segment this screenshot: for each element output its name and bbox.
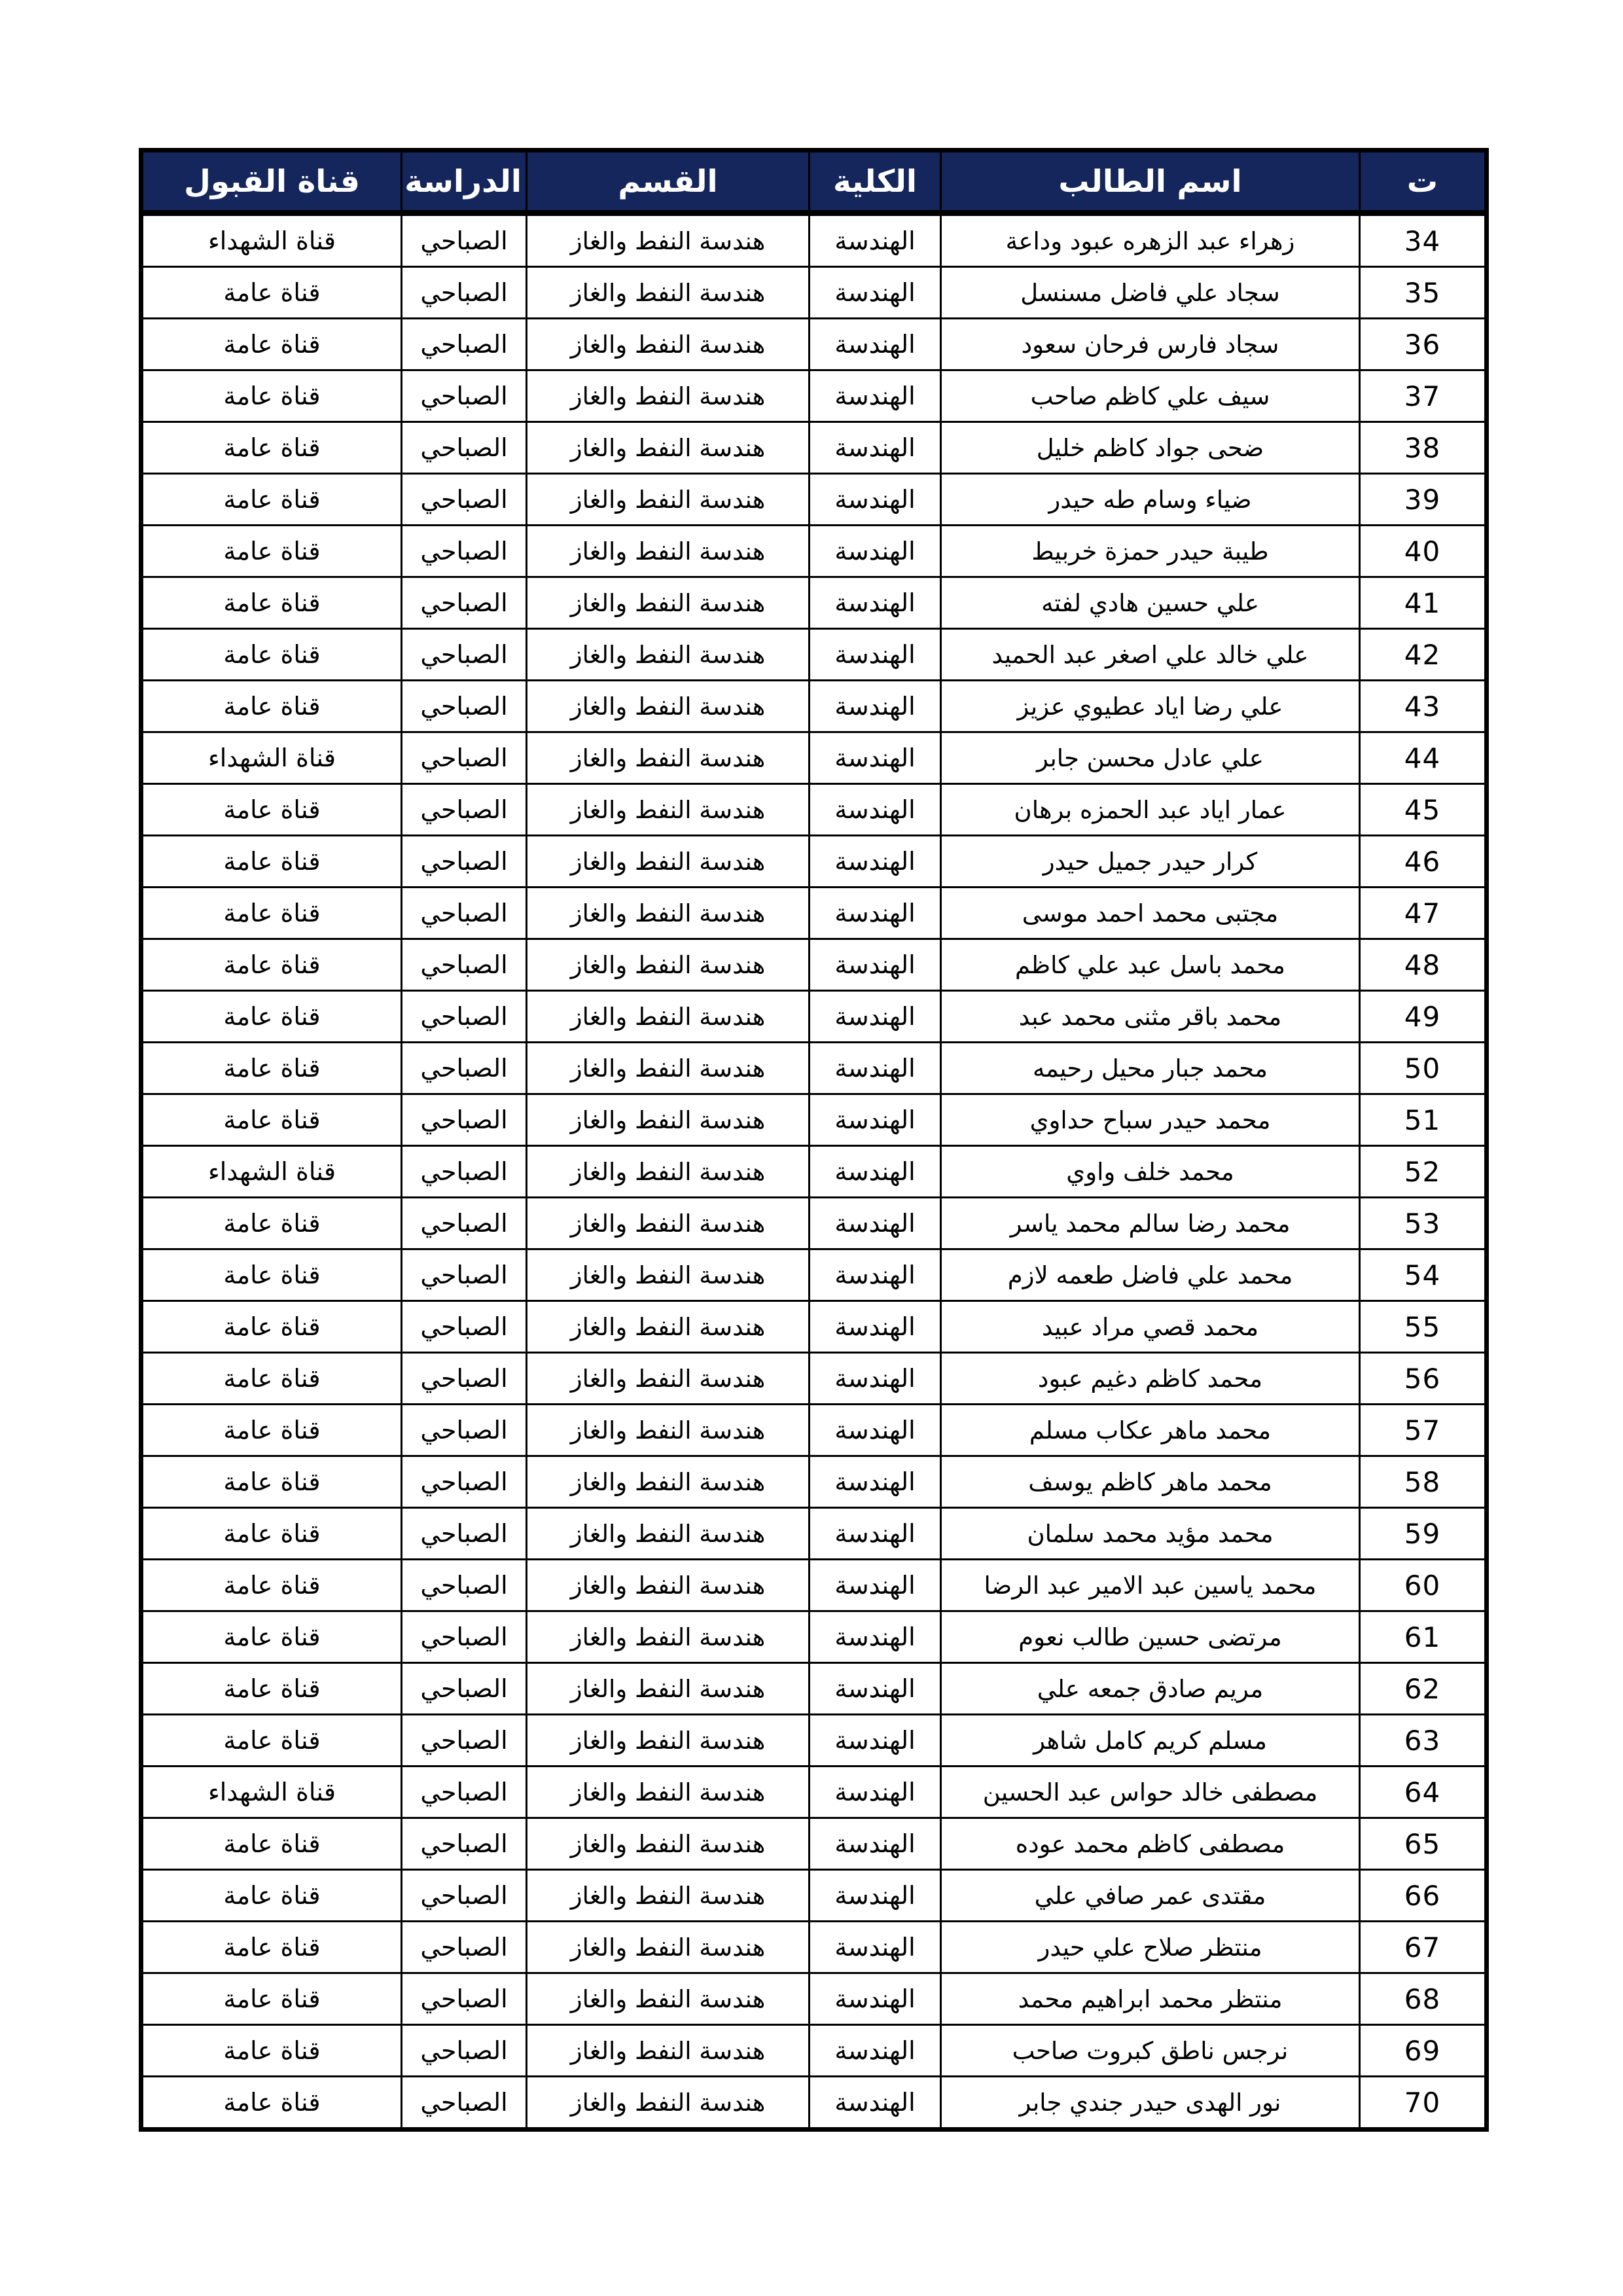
cell-no: 52 (1360, 1146, 1487, 1198)
cell-no: 37 (1360, 370, 1487, 422)
cell-no: 66 (1360, 1870, 1487, 1922)
table-row (141, 888, 1487, 939)
table-row (141, 1715, 1487, 1767)
cell-study: الصباحي (402, 526, 527, 577)
table-row (141, 939, 1487, 991)
table-row (141, 1508, 1487, 1560)
table-row (141, 1198, 1487, 1249)
cell-study: الصباحي (402, 1663, 527, 1715)
cell-name: محمد مؤيد محمد سلمان (941, 1508, 1360, 1560)
cell-study: الصباحي (402, 1405, 527, 1456)
cell-study: الصباحي (402, 1767, 527, 1818)
cell-name: طيبة حيدر حمزة خربيط (941, 526, 1360, 577)
cell-study: الصباحي (402, 1560, 527, 1611)
cell-no: 35 (1360, 267, 1487, 319)
cell-study: الصباحي (402, 629, 527, 681)
cell-dept: هندسة النفط والغاز (527, 1301, 810, 1353)
cell-college: الهندسة (810, 1301, 941, 1353)
cell-college: الهندسة (810, 1611, 941, 1663)
table-row (141, 784, 1487, 836)
cell-college: الهندسة (810, 888, 941, 939)
cell-college: الهندسة (810, 732, 941, 784)
cell-dept: هندسة النفط والغاز (527, 732, 810, 784)
cell-no: 45 (1360, 784, 1487, 836)
cell-dept: هندسة النفط والغاز (527, 1043, 810, 1094)
cell-study: الصباحي (402, 2025, 527, 2077)
header-cell-study: الدراسة (402, 151, 527, 213)
cell-study: الصباحي (402, 1973, 527, 2025)
cell-channel: قناة عامة (141, 836, 402, 888)
cell-name: نرجس ناطق كبروت صاحب (941, 2025, 1360, 2077)
cell-channel: قناة عامة (141, 629, 402, 681)
cell-study: الصباحي (402, 991, 527, 1043)
table-row (141, 1922, 1487, 1973)
cell-study: الصباحي (402, 422, 527, 474)
cell-name: مقتدى عمر صافي علي (941, 1870, 1360, 1922)
cell-dept: هندسة النفط والغاز (527, 319, 810, 370)
cell-channel: قناة عامة (141, 1301, 402, 1353)
header-row (141, 151, 1487, 213)
cell-name: مرتضى حسين طالب نعوم (941, 1611, 1360, 1663)
cell-no: 61 (1360, 1611, 1487, 1663)
cell-college: الهندسة (810, 577, 941, 629)
cell-college: الهندسة (810, 422, 941, 474)
cell-name: ضياء وسام طه حيدر (941, 474, 1360, 526)
cell-no: 42 (1360, 629, 1487, 681)
cell-dept: هندسة النفط والغاز (527, 474, 810, 526)
cell-channel: قناة عامة (141, 474, 402, 526)
cell-college: الهندسة (810, 1818, 941, 1870)
cell-channel: قناة عامة (141, 888, 402, 939)
cell-college: الهندسة (810, 370, 941, 422)
cell-no: 64 (1360, 1767, 1487, 1818)
cell-college: الهندسة (810, 1508, 941, 1560)
cell-channel: قناة عامة (141, 1715, 402, 1767)
cell-no: 63 (1360, 1715, 1487, 1767)
cell-college: الهندسة (810, 1560, 941, 1611)
cell-channel: قناة عامة (141, 939, 402, 991)
cell-college: الهندسة (810, 2077, 941, 2130)
cell-name: محمد رضا سالم محمد ياسر (941, 1198, 1360, 1249)
table-row (141, 681, 1487, 732)
table-row (141, 1301, 1487, 1353)
cell-dept: هندسة النفط والغاز (527, 888, 810, 939)
cell-college: الهندسة (810, 1456, 941, 1508)
cell-channel: قناة عامة (141, 1508, 402, 1560)
cell-channel: قناة عامة (141, 1198, 402, 1249)
cell-name: سجاد فارس فرحان سعود (941, 319, 1360, 370)
table-row (141, 577, 1487, 629)
cell-study: الصباحي (402, 1922, 527, 1973)
cell-no: 53 (1360, 1198, 1487, 1249)
cell-no: 39 (1360, 474, 1487, 526)
cell-name: محمد ماهر عكاب مسلم (941, 1405, 1360, 1456)
cell-no: 56 (1360, 1353, 1487, 1405)
cell-college: الهندسة (810, 1249, 941, 1301)
cell-no: 57 (1360, 1405, 1487, 1456)
cell-dept: هندسة النفط والغاز (527, 836, 810, 888)
cell-name: زهراء عبد الزهره عبود وداعة (941, 213, 1360, 267)
cell-name: منتظر محمد ابراهيم محمد (941, 1973, 1360, 2025)
cell-dept: هندسة النفط والغاز (527, 1870, 810, 1922)
cell-channel: قناة عامة (141, 1043, 402, 1094)
cell-name: محمد علي فاضل طعمه لازم (941, 1249, 1360, 1301)
table-row (141, 319, 1487, 370)
cell-study: الصباحي (402, 836, 527, 888)
cell-college: الهندسة (810, 629, 941, 681)
cell-no: 51 (1360, 1094, 1487, 1146)
table-row (141, 1663, 1487, 1715)
cell-study: الصباحي (402, 1094, 527, 1146)
cell-study: الصباحي (402, 370, 527, 422)
cell-dept: هندسة النفط والغاز (527, 1767, 810, 1818)
cell-dept: هندسة النفط والغاز (527, 1405, 810, 1456)
table-row (141, 836, 1487, 888)
cell-channel: قناة عامة (141, 1818, 402, 1870)
cell-channel: قناة عامة (141, 1663, 402, 1715)
cell-channel: قناة عامة (141, 319, 402, 370)
cell-name: مسلم كريم كامل شاهر (941, 1715, 1360, 1767)
cell-study: الصباحي (402, 784, 527, 836)
cell-study: الصباحي (402, 1456, 527, 1508)
cell-channel: قناة عامة (141, 526, 402, 577)
cell-no: 55 (1360, 1301, 1487, 1353)
table-row (141, 370, 1487, 422)
cell-study: الصباحي (402, 577, 527, 629)
cell-study: الصباحي (402, 1818, 527, 1870)
cell-channel: قناة الشهداء (141, 1767, 402, 1818)
cell-college: الهندسة (810, 1870, 941, 1922)
cell-channel: قناة عامة (141, 267, 402, 319)
cell-college: الهندسة (810, 2025, 941, 2077)
cell-study: الصباحي (402, 1146, 527, 1198)
cell-name: مصطفى خالد حواس عبد الحسين (941, 1767, 1360, 1818)
cell-college: الهندسة (810, 1043, 941, 1094)
cell-name: علي خالد علي اصغر عبد الحميد (941, 629, 1360, 681)
cell-dept: هندسة النفط والغاز (527, 267, 810, 319)
cell-study: الصباحي (402, 213, 527, 267)
table-row (141, 1870, 1487, 1922)
cell-dept: هندسة النفط والغاز (527, 1715, 810, 1767)
cell-name: محمد باقر مثنى محمد عبد (941, 991, 1360, 1043)
cell-name: ضحى جواد كاظم خليل (941, 422, 1360, 474)
cell-name: كرار حيدر جميل حيدر (941, 836, 1360, 888)
table-row (141, 629, 1487, 681)
cell-no: 49 (1360, 991, 1487, 1043)
header-cell-college: الكلية (810, 151, 941, 213)
cell-dept: هندسة النفط والغاز (527, 2077, 810, 2130)
table-row (141, 526, 1487, 577)
cell-college: الهندسة (810, 1146, 941, 1198)
cell-college: الهندسة (810, 1973, 941, 2025)
cell-dept: هندسة النفط والغاز (527, 1353, 810, 1405)
cell-name: نور الهدى حيدر جندي جابر (941, 2077, 1360, 2130)
cell-study: الصباحي (402, 681, 527, 732)
cell-no: 38 (1360, 422, 1487, 474)
cell-channel: قناة عامة (141, 577, 402, 629)
header-cell-channel: قناة القبول (141, 151, 402, 213)
cell-no: 62 (1360, 1663, 1487, 1715)
cell-dept: هندسة النفط والغاز (527, 939, 810, 991)
cell-study: الصباحي (402, 319, 527, 370)
cell-name: محمد ماهر كاظم يوسف (941, 1456, 1360, 1508)
cell-college: الهندسة (810, 267, 941, 319)
cell-dept: هندسة النفط والغاز (527, 1456, 810, 1508)
cell-college: الهندسة (810, 1715, 941, 1767)
cell-study: الصباحي (402, 2077, 527, 2130)
cell-dept: هندسة النفط والغاز (527, 1818, 810, 1870)
cell-study: الصباحي (402, 1870, 527, 1922)
cell-study: الصباحي (402, 1508, 527, 1560)
table-row (141, 474, 1487, 526)
cell-name: محمد باسل عبد علي كاظم (941, 939, 1360, 991)
cell-channel: قناة عامة (141, 1560, 402, 1611)
cell-channel: قناة عامة (141, 1870, 402, 1922)
cell-channel: قناة عامة (141, 1353, 402, 1405)
table-row (141, 1818, 1487, 1870)
cell-dept: هندسة النفط والغاز (527, 1198, 810, 1249)
cell-channel: قناة عامة (141, 2025, 402, 2077)
cell-name: محمد كاظم دغيم عبود (941, 1353, 1360, 1405)
cell-college: الهندسة (810, 1663, 941, 1715)
cell-college: الهندسة (810, 991, 941, 1043)
cell-name: منتظر صلاح علي حيدر (941, 1922, 1360, 1973)
cell-dept: هندسة النفط والغاز (527, 629, 810, 681)
cell-channel: قناة الشهداء (141, 1146, 402, 1198)
cell-channel: قناة عامة (141, 1249, 402, 1301)
cell-channel: قناة عامة (141, 1973, 402, 2025)
cell-channel: قناة عامة (141, 1611, 402, 1663)
cell-name: سجاد علي فاضل مسنسل (941, 267, 1360, 319)
cell-dept: هندسة النفط والغاز (527, 2025, 810, 2077)
table-row (141, 1043, 1487, 1094)
cell-college: الهندسة (810, 784, 941, 836)
cell-college: الهندسة (810, 319, 941, 370)
table-row (141, 2025, 1487, 2077)
cell-name: محمد قصي مراد عبيد (941, 1301, 1360, 1353)
cell-study: الصباحي (402, 732, 527, 784)
students-table (139, 148, 1489, 2132)
cell-channel: قناة عامة (141, 1405, 402, 1456)
cell-no: 43 (1360, 681, 1487, 732)
cell-channel: قناة عامة (141, 784, 402, 836)
cell-dept: هندسة النفط والغاز (527, 784, 810, 836)
cell-name: مريم صادق جمعه علي (941, 1663, 1360, 1715)
cell-no: 70 (1360, 2077, 1487, 2130)
cell-dept: هندسة النفط والغاز (527, 1094, 810, 1146)
table-row (141, 267, 1487, 319)
cell-channel: قناة عامة (141, 681, 402, 732)
cell-dept: هندسة النفط والغاز (527, 1922, 810, 1973)
cell-dept: هندسة النفط والغاز (527, 526, 810, 577)
table-row (141, 422, 1487, 474)
cell-college: الهندسة (810, 1405, 941, 1456)
cell-channel: قناة عامة (141, 1456, 402, 1508)
cell-dept: هندسة النفط والغاز (527, 1508, 810, 1560)
cell-no: 41 (1360, 577, 1487, 629)
table-row (141, 1094, 1487, 1146)
cell-channel: قناة عامة (141, 370, 402, 422)
cell-college: الهندسة (810, 1198, 941, 1249)
cell-channel: قناة الشهداء (141, 732, 402, 784)
table-row (141, 1146, 1487, 1198)
cell-dept: هندسة النفط والغاز (527, 577, 810, 629)
cell-name: عمار اياد عبد الحمزه برهان (941, 784, 1360, 836)
cell-no: 47 (1360, 888, 1487, 939)
cell-college: الهندسة (810, 1353, 941, 1405)
cell-dept: هندسة النفط والغاز (527, 1663, 810, 1715)
cell-dept: هندسة النفط والغاز (527, 1611, 810, 1663)
cell-college: الهندسة (810, 836, 941, 888)
cell-channel: قناة الشهداء (141, 213, 402, 267)
cell-study: الصباحي (402, 474, 527, 526)
table-row (141, 1560, 1487, 1611)
cell-study: الصباحي (402, 267, 527, 319)
table-row (141, 213, 1487, 267)
cell-name: محمد خلف واوي (941, 1146, 1360, 1198)
cell-study: الصباحي (402, 888, 527, 939)
cell-channel: قناة عامة (141, 991, 402, 1043)
cell-college: الهندسة (810, 213, 941, 267)
cell-channel: قناة عامة (141, 2077, 402, 2130)
header-cell-dept: القسم (527, 151, 810, 213)
cell-channel: قناة عامة (141, 422, 402, 474)
cell-no: 67 (1360, 1922, 1487, 1973)
cell-name: علي رضا اياد عطيوي عزيز (941, 681, 1360, 732)
cell-name: سيف علي كاظم صاحب (941, 370, 1360, 422)
cell-no: 60 (1360, 1560, 1487, 1611)
cell-dept: هندسة النفط والغاز (527, 422, 810, 474)
table-row (141, 1767, 1487, 1818)
cell-college: الهندسة (810, 1094, 941, 1146)
cell-name: محمد حيدر سباح حداوي (941, 1094, 1360, 1146)
cell-no: 40 (1360, 526, 1487, 577)
cell-study: الصباحي (402, 1611, 527, 1663)
cell-channel: قناة عامة (141, 1094, 402, 1146)
cell-study: الصباحي (402, 1043, 527, 1094)
cell-name: علي حسين هادي لفته (941, 577, 1360, 629)
table-row (141, 1611, 1487, 1663)
cell-dept: هندسة النفط والغاز (527, 213, 810, 267)
cell-no: 44 (1360, 732, 1487, 784)
cell-college: الهندسة (810, 1767, 941, 1818)
cell-channel: قناة عامة (141, 1922, 402, 1973)
cell-no: 46 (1360, 836, 1487, 888)
cell-dept: هندسة النفط والغاز (527, 1146, 810, 1198)
table-row (141, 1249, 1487, 1301)
table-row (141, 1456, 1487, 1508)
cell-dept: هندسة النفط والغاز (527, 1973, 810, 2025)
cell-no: 69 (1360, 2025, 1487, 2077)
cell-dept: هندسة النفط والغاز (527, 681, 810, 732)
cell-no: 54 (1360, 1249, 1487, 1301)
cell-no: 59 (1360, 1508, 1487, 1560)
cell-dept: هندسة النفط والغاز (527, 1560, 810, 1611)
cell-name: علي عادل محسن جابر (941, 732, 1360, 784)
student-table-body (141, 213, 1487, 2130)
cell-name: مصطفى كاظم محمد عوده (941, 1818, 1360, 1870)
cell-no: 36 (1360, 319, 1487, 370)
table-row (141, 1353, 1487, 1405)
cell-no: 34 (1360, 213, 1487, 267)
table-row (141, 991, 1487, 1043)
cell-name: مجتبى محمد احمد موسى (941, 888, 1360, 939)
header-cell-no: ت (1360, 151, 1487, 213)
cell-no: 68 (1360, 1973, 1487, 2025)
cell-name: محمد ياسين عبد الامير عبد الرضا (941, 1560, 1360, 1611)
cell-study: الصباحي (402, 1301, 527, 1353)
cell-no: 58 (1360, 1456, 1487, 1508)
cell-no: 50 (1360, 1043, 1487, 1094)
table-row (141, 732, 1487, 784)
cell-dept: هندسة النفط والغاز (527, 370, 810, 422)
cell-dept: هندسة النفط والغاز (527, 991, 810, 1043)
cell-no: 48 (1360, 939, 1487, 991)
cell-college: الهندسة (810, 681, 941, 732)
cell-study: الصباحي (402, 1249, 527, 1301)
header-cell-name: اسم الطالب (941, 151, 1360, 213)
cell-study: الصباحي (402, 939, 527, 991)
cell-study: الصباحي (402, 1715, 527, 1767)
cell-no: 65 (1360, 1818, 1487, 1870)
cell-study: الصباحي (402, 1353, 527, 1405)
cell-dept: هندسة النفط والغاز (527, 1249, 810, 1301)
cell-college: الهندسة (810, 526, 941, 577)
cell-college: الهندسة (810, 939, 941, 991)
table-row (141, 1973, 1487, 2025)
table-row (141, 1405, 1487, 1456)
cell-college: الهندسة (810, 474, 941, 526)
cell-study: الصباحي (402, 1198, 527, 1249)
table-row (141, 2077, 1487, 2130)
table-header (141, 151, 1487, 213)
cell-name: محمد جبار محيل رحيمه (941, 1043, 1360, 1094)
cell-college: الهندسة (810, 1922, 941, 1973)
